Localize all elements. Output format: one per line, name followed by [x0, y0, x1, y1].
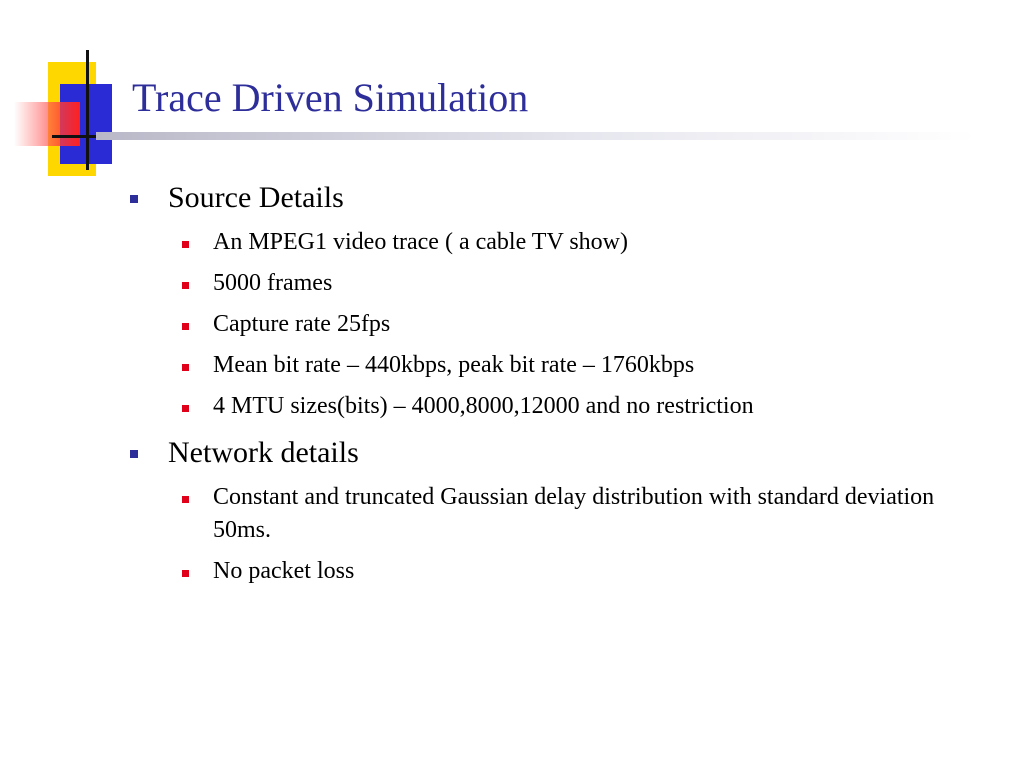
section-source-details [130, 176, 990, 423]
bullet-item-level2 [182, 349, 990, 382]
bullet-text: 5000 frames [213, 270, 333, 296]
square-bullet-icon [182, 496, 189, 503]
square-bullet-icon [182, 570, 189, 577]
slide-content [130, 176, 990, 596]
bullet-item-level2 [182, 481, 990, 547]
bullet-item-level1 [130, 431, 990, 475]
bullet-text: An MPEG1 video trace ( a cable TV show) [213, 229, 629, 255]
square-bullet-icon [130, 450, 138, 458]
section-network-details [130, 431, 990, 588]
section-heading: Network details [168, 436, 359, 469]
bullet-item-level2 [182, 226, 990, 259]
square-bullet-icon [182, 241, 189, 248]
slide-title: Trace Driven Simulation [132, 75, 529, 120]
bullet-item-level2 [182, 390, 990, 423]
bullet-item-level2 [182, 267, 990, 300]
square-bullet-icon [182, 364, 189, 371]
square-bullet-icon [130, 195, 138, 203]
bullet-text: Mean bit rate – 440kbps, peak bit rate – 1760kbps [213, 352, 695, 378]
sublist [182, 481, 990, 588]
bullet-text: 4 MTU sizes(bits) – 4000,8000,12000 and no restriction [213, 393, 754, 419]
bullet-item-level2 [182, 308, 990, 341]
square-bullet-icon [182, 282, 189, 289]
bullet-text: Capture rate 25fps [213, 311, 391, 337]
title-underline [96, 132, 976, 140]
decorative-logo [0, 0, 140, 190]
bullet-item-level1 [130, 176, 990, 220]
bullet-text: No packet loss [213, 558, 355, 584]
section-heading: Source Details [168, 181, 344, 214]
square-bullet-icon [182, 405, 189, 412]
sublist [182, 226, 990, 423]
logo-red-gradient [14, 102, 80, 146]
logo-vertical-line [86, 50, 89, 170]
bullet-text: Constant and truncated Gaussian delay distribution with standard deviation 50ms. [213, 484, 935, 543]
bullet-item-level2 [182, 555, 990, 588]
square-bullet-icon [182, 323, 189, 330]
